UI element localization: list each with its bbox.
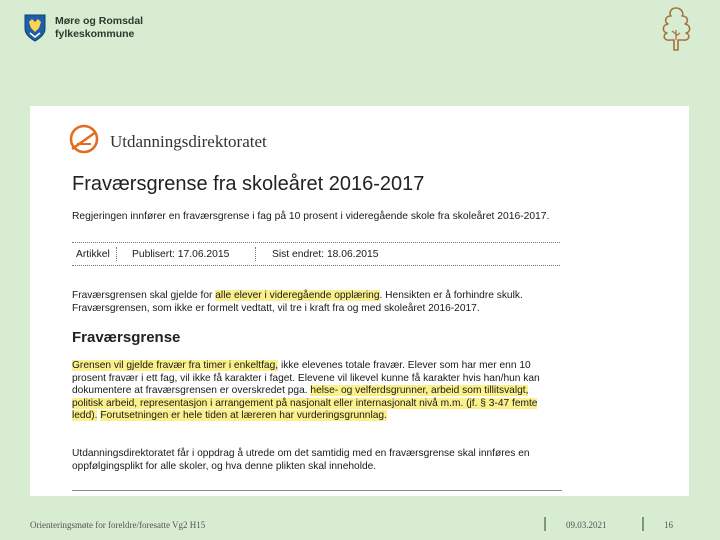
changed-date: Sist endret: 18.06.2015 bbox=[272, 249, 379, 260]
org-name-line1: Møre og Romsdal bbox=[55, 15, 144, 27]
page-number: 16 bbox=[664, 520, 673, 530]
intro-highlight: alle elever i videregående opplæring bbox=[215, 290, 380, 301]
article-type: Artikkel bbox=[76, 249, 110, 260]
footer-date: 09.03.2021 bbox=[566, 520, 607, 530]
org-name bbox=[55, 15, 143, 41]
section-highlight: Forutsetningen er hele tiden at læreren har vurderingsgrunnlag. bbox=[100, 410, 387, 421]
article-meta bbox=[72, 242, 560, 266]
intro-text: . Hensikten er å forhindre skulk. Fraværsgrensen, som ikke er formelt vedtatt, vil tre i kraft fra og med skoleåret 2016-2017. bbox=[72, 290, 523, 314]
published-date: Publisert: 17.06.2015 bbox=[132, 249, 230, 260]
udir-logo-icon bbox=[68, 123, 100, 155]
tree-outline-icon bbox=[656, 6, 696, 52]
document-title: Fraværsgrense fra skoleåret 2016-2017 bbox=[72, 173, 425, 195]
section-paragraph bbox=[72, 360, 562, 423]
intro-paragraph bbox=[72, 290, 562, 315]
section-highlight: helse- og velferdsgrunner, arbeid som tillitsvalgt, politisk arbeid, representasjon i arrangement på nasjonalt eller internasjonalt nivå m.m. (jf. § 3-47 femte ledd). bbox=[72, 385, 538, 421]
section-text: ikke elevenes totale fravær. Elever som har mer enn 10 prosent fravær i ett fag, vil ikke få karakter i faget. Elevene vil likevel kunne få karakter hvis han/hun kan dokumentere at fraværsgrensen er overskredet pga. bbox=[72, 360, 540, 396]
closing-paragraph: Utdanningsdirektoratet får i oppdrag å utrede om det samtidig med en fraværsgrense skal innføres en oppfølgingsplikt for alle skoler, og hva denne plikten skal inneholde. bbox=[72, 448, 530, 472]
bottom-rule bbox=[72, 490, 562, 491]
county-shield-icon bbox=[24, 14, 46, 42]
section-highlight: Grensen vil gjelde fravær fra timer i enkeltfag, bbox=[72, 360, 279, 371]
publisher-name: Utdanningsdirektoratet bbox=[110, 132, 267, 151]
meta-divider bbox=[255, 247, 256, 261]
intro-text: Fraværsgrensen skal gjelde for bbox=[72, 290, 216, 301]
footer-divider bbox=[544, 517, 546, 531]
footer-title: Orienteringsmøte for foreldre/foresatte Vg2 H15 bbox=[30, 520, 206, 530]
meta-divider bbox=[116, 247, 117, 261]
footer-divider bbox=[642, 517, 644, 531]
org-name-line2: fylkeskommune bbox=[55, 28, 135, 40]
document-scan bbox=[30, 106, 689, 496]
lead-paragraph: Regjeringen innfører en fraværsgrense i fag på 10 prosent i videregående skole fra skoleåret 2016-2017. bbox=[72, 211, 550, 222]
section-heading: Fraværsgrense bbox=[72, 329, 181, 346]
